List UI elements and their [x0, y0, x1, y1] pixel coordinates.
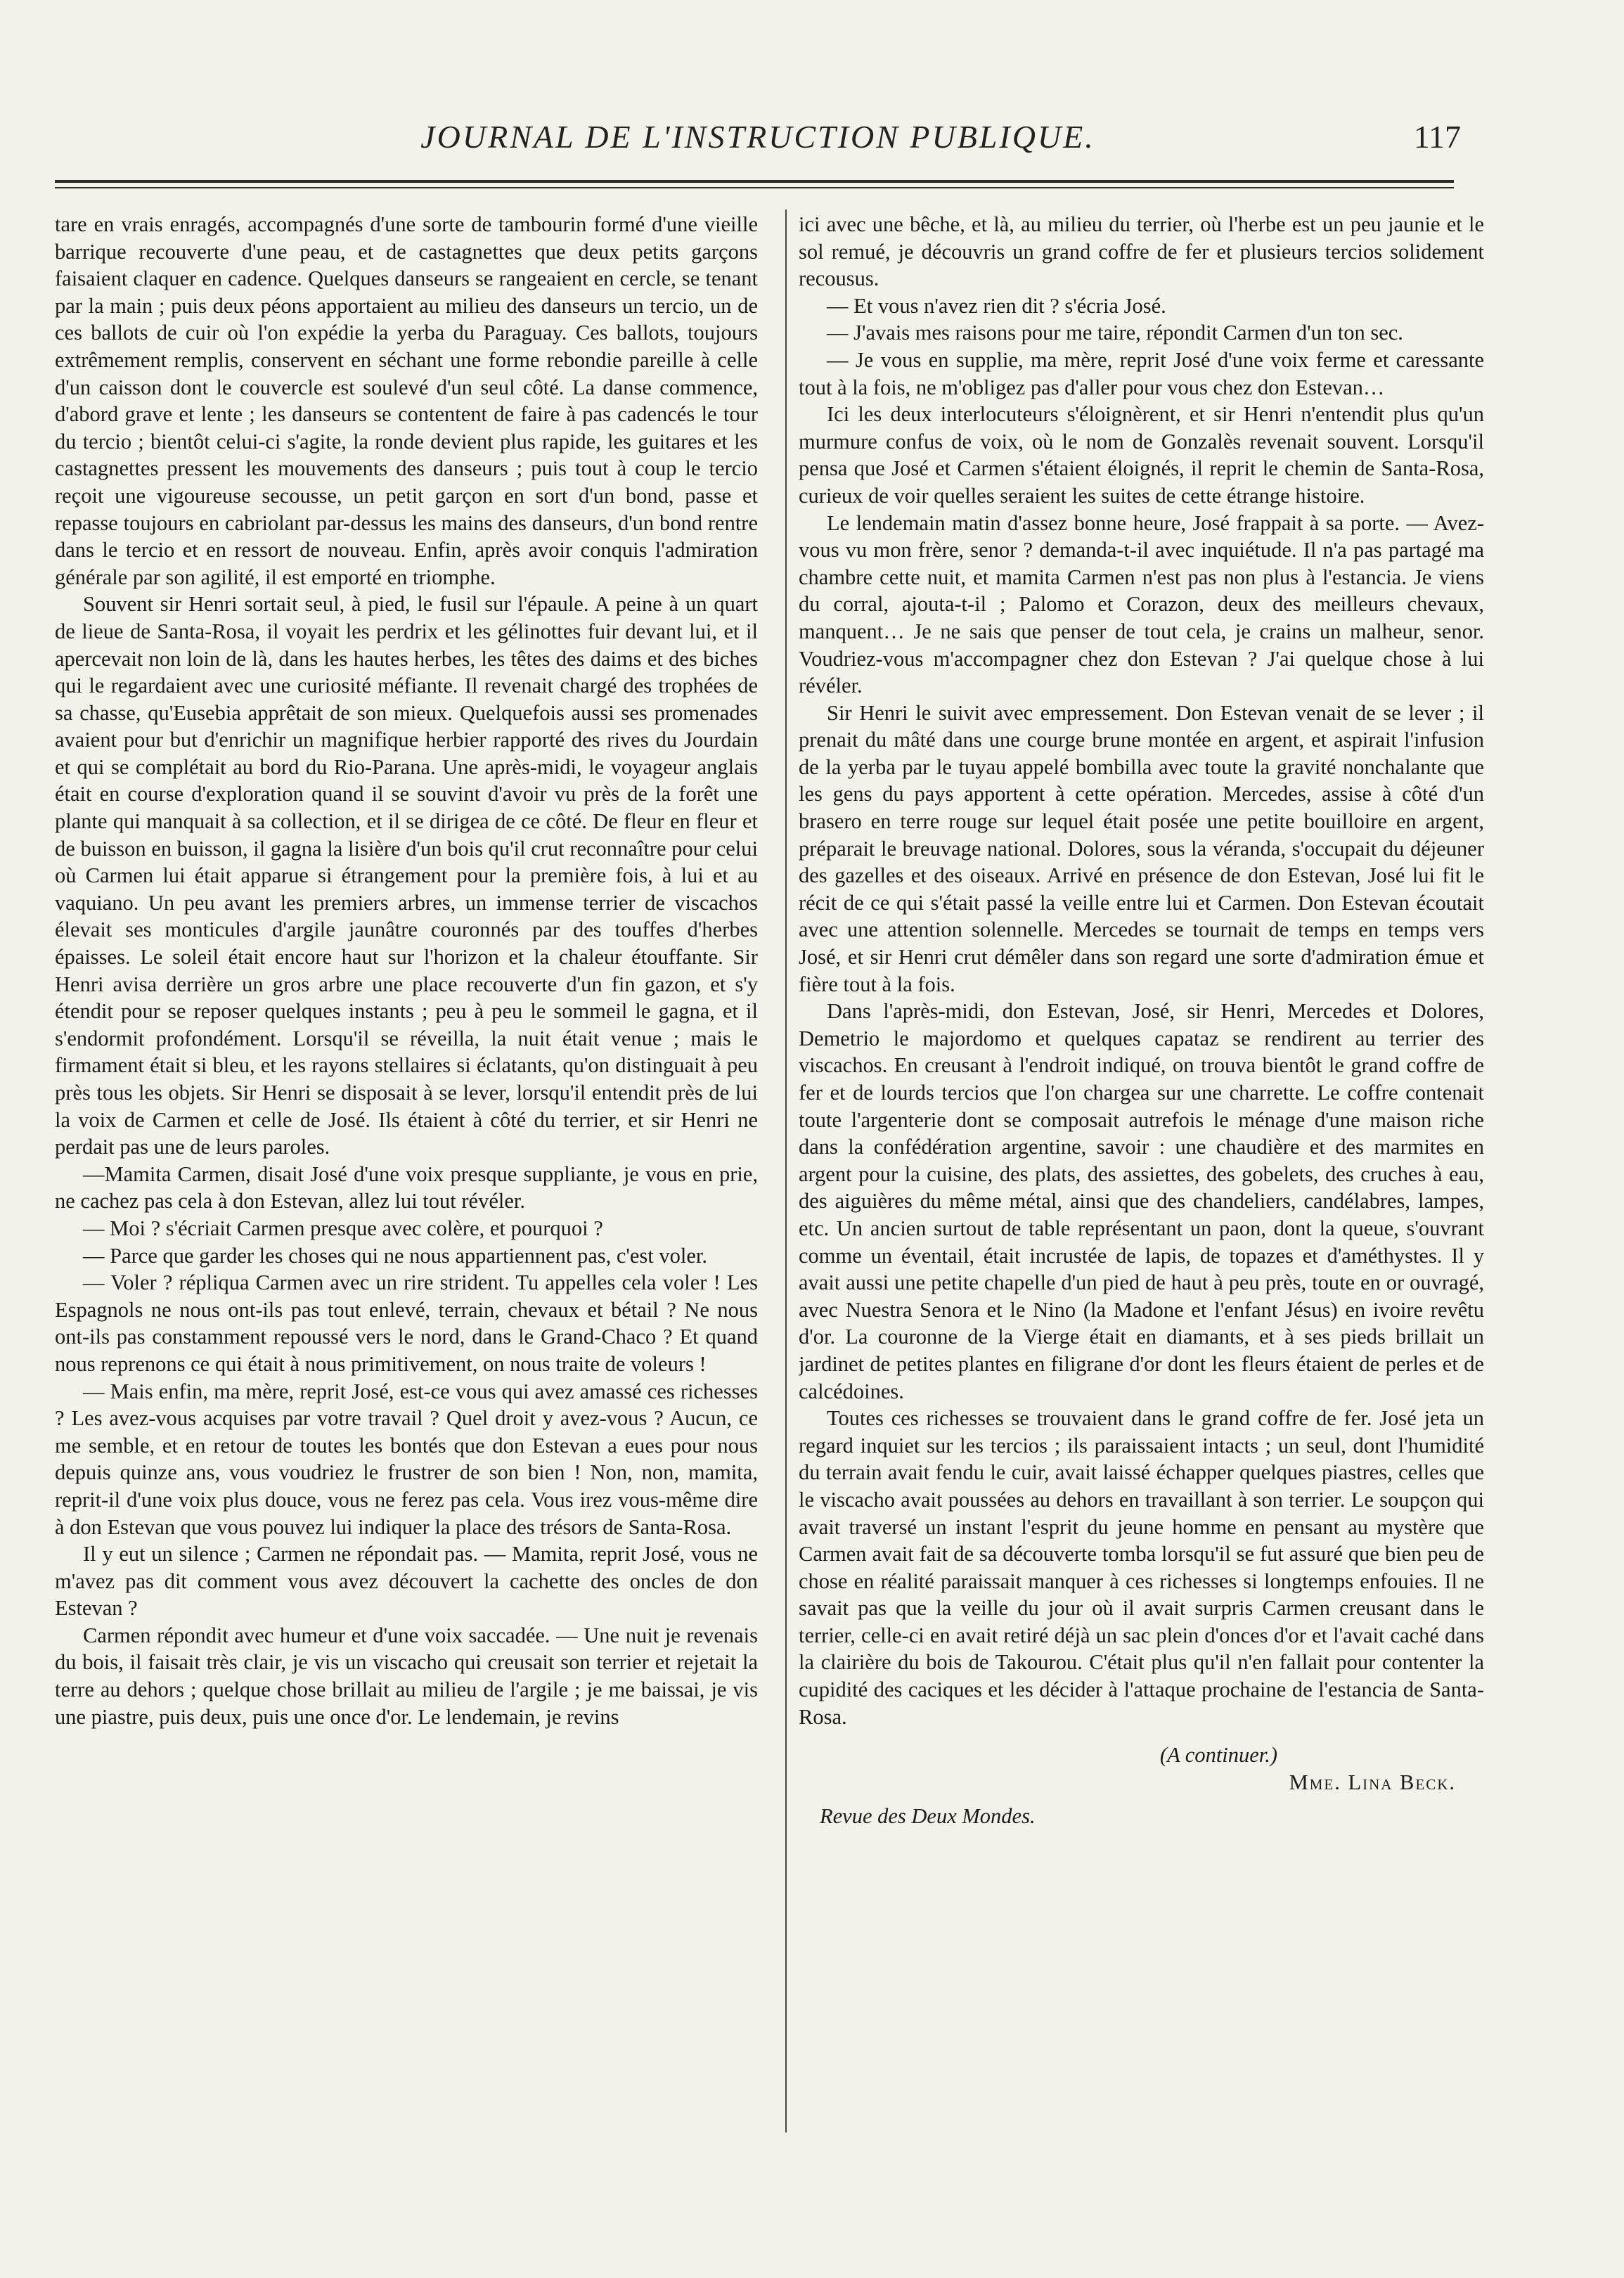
right-column	[799, 211, 1484, 2137]
page-number: 117	[1413, 119, 1461, 155]
paragraph: tare en vrais enragés, accompagnés d'une sorte de tambourin formé d'une vieille barrique recouverte d'une peau, et de castagnettes que deux petits garçons faisaient claquer en cadence. Quelques danseurs se rangeaient en cercle, se tenant par la main ; puis deux péons apportaient au milieu des danseurs un tercio, un de ces ballots de cuir où l'on expédie la yerba du Paraguay. Ces ballots, toujours extrêmement remplis, conservent en séchant une forme rebondie pareille à celle d'un caisson dont le couvercle est soulevé d'un seul côté. La danse commence, d'abord grave et lente ; les danseurs se contentent de faire à pas cadencés le tour du tercio ; bientôt celui-ci s'agite, la ronde devient plus rapide, les guitares et les castagnettes pressent les mouvements des danseurs ; puis tout à coup le tercio reçoit une vigoureuse secousse, un petit garçon en sort d'un bond, passe et repasse toujours en cabriolant par-dessus les mains des danseurs, d'un bond rentre dans le tercio et en ressort de nouveau. Enfin, après avoir conquis l'admiration générale par son agilité, il est emporté en triomphe.	[55, 212, 758, 589]
paragraph: — Je vous en supplie, ma mère, reprit José d'une voix ferme et caressante tout à la fois, ne m'obligez pas d'aller pour vous chez don Estevan…	[799, 347, 1484, 399]
paragraph: Souvent sir Henri sortait seul, à pied, le fusil sur l'épaule. A peine à un quart de lieue de Santa-Rosa, il voyait les perdrix et les gélinottes fuir devant lui, et il apercevait non loin de là, dans les hautes herbes, les têtes des daims et des biches qui le regardaient avec une curiosité méfiante. Il revenait chargé des trophées de sa chasse, qu'Eusebia apprêtait de son mieux. Quelquefois aussi ses promenades avaient pour but d'enrichir un magnifique herbier rapporté des rives du Jourdain et qui se complétait au bord du Rio-Parana. Une après-midi, le voyageur anglais était en course d'exploration quand il se souvint d'avoir vu près de la forêt une plante qui manquait à sa collection, et il se dirigea de ce côté. De fleur en fleur et de buisson en buisson, il gagna la lisière d'un bois qu'il crut reconnaître pour celui où Carmen lui était apparue si étrangement pour la première fois, à lui et au vaquiano. Un peu avant les premiers arbres, un immense terrier de viscachos élevait ses monticules d'argile jaunâtre couronnés par des touffes d'herbes épaisses. Le soleil était encore haut sur l'horizon et la chaleur étouffante. Sir Henri avisa derrière un gros arbre une place recouverte d'un fin gazon, et s'y étendit pour se reposer quelques instants ; peu à peu le sommeil le gagna, et il s'endormit profondément. Lorsqu'il se réveilla, la nuit était venue ; mais le firmament était si bleu, et les rayons stellaires si éclatants, qu'on distinguait à peu près tous les objets. Sir Henri se disposait à se lever, lorsqu'il entendit près de lui la voix de Carmen et celle de José. Ils étaient à côté du terrier, et sir Henri ne perdait pas une de leurs paroles.	[55, 592, 758, 1159]
paragraph: Carmen répondit avec humeur et d'une voix saccadée. — Une nuit je revenais du bois, il faisait très clair, je vis un viscacho qui creusait son terrier et rejetait la terre au dehors ; quelque chose brillait au milieu de l'argile ; je me baissai, je vis une piastre, puis deux, puis une once d'or. Le lendemain, je revins	[55, 1623, 758, 1729]
paragraph: — Parce que garder les choses qui ne nous appartiennent pas, c'est voler.	[83, 1243, 708, 1268]
paragraph: — Mais enfin, ma mère, reprit José, est-ce vous qui avez amassé ces richesses ? Les avez-vous acquises par votre travail ? Quel droit y avez-vous ? Aucun, ce me semble, et en retour de toutes les bontés que don Estevan a eues pour nous depuis quinze ans, vous voudriez le frustrer de son bien ! Non, non, mamita, reprit-il d'une voix plus douce, vous ne ferez pas cela. Vous irez vous-même dire à don Estevan que vous pouvez lui indiquer la place des trésors de Santa-Rosa.	[55, 1379, 758, 1539]
header-rule-thin	[55, 187, 1454, 188]
left-column	[55, 211, 758, 2137]
column-divider	[785, 210, 787, 2132]
paragraph: Ici les deux interlocuteurs s'éloignèrent, et sir Henri n'entendit plus qu'un murmure confus de voix, où le nom de Gonzalès revenait souvent. Lorsqu'il pensa que José et Carmen s'étaient éloignés, il reprit le chemin de Santa-Rosa, curieux de voir quelles seraient les suites de cette étrange histoire.	[799, 402, 1484, 508]
paragraph: Le lendemain matin d'assez bonne heure, José frappait à sa porte. — Avez-vous vu mon frère, senor ? demanda-t-il avec inquiétude. Il n'a pas partagé ma chambre cette nuit, et mamita Carmen n'est pas non plus à l'estancia. Je viens du corral, ajouta-t-il ; Palomo et Corazon, deux des meilleurs chevaux, manquent… Je ne sais que penser de tout cela, je crains un malheur, senor. Voudriez-vous m'accompagner chez don Estevan ? J'ai quelque chose à lui révéler.	[799, 510, 1484, 698]
paragraph: —Mamita Carmen, disait José d'une voix presque suppliante, je vous en prie, ne cachez pas cela à don Estevan, allez lui tout révéler.	[55, 1161, 758, 1214]
author-signature: Mme. Lina Beck.	[1289, 1770, 1456, 1794]
paragraph: — J'avais mes raisons pour me taire, répondit Carmen d'un ton sec.	[827, 321, 1403, 345]
paragraph: ici avec une bêche, et là, au milieu du terrier, où l'herbe est un peu jaunie et le sol remué, je découvris un grand coffre de fer et plusieurs tercios solidement recousus.	[799, 212, 1484, 291]
paragraph: Sir Henri le suivit avec empressement. Don Estevan venait de se lever ; il prenait du mâté dans une courge brune montée en argent, et aspirait l'infusion de la yerba par le tuyau appelé bombilla avec toute la gravité nonchalante que les gens du pays apportent à cette opération. Mercedes, assise à côté d'un brasero en terre rouge sur lequel était posée une petite bouilloire en argent, préparait le breuvage national. Dolores, sous la véranda, s'occupait du déjeuner des gazelles et des oiseaux. Arrivé en présence de don Estevan, José lui fit le récit de ce qui s'était passé la veille entre lui et Carmen. Don Estevan écoutait avec une attention solennelle. Mercedes se tournait de temps en temps vers José, et sir Henri crut démêler dans son regard une sorte d'admiration émue et fière tout à la fois.	[799, 700, 1484, 996]
header-rule-thick	[55, 180, 1454, 183]
source-citation: Revue des Deux Mondes.	[820, 1804, 1036, 1829]
paragraph: — Voler ? répliqua Carmen avec un rire strident. Tu appelles cela voler ! Les Espagnols ne nous ont-ils pas tout enlevé, terrain, chevaux et bétail ? Ne nous ont-ils pas constamment repoussé vers le nord, dans le Grand-Chaco ? Et quand nous reprenons ce qui était à nous primitivement, on nous traite de voleurs !	[55, 1270, 758, 1376]
paragraph: Toutes ces richesses se trouvaient dans le grand coffre de fer. José jeta un regard inquiet sur les tercios ; ils paraissaient intacts ; un seul, dont l'humidité du terrain avait fendu le cuir, avait laissé échapper quelques piastres, celles que le viscacho avait poussées au dehors en travaillant à son terrier. Le soupçon qui avait traversé un instant l'esprit du jeune homme en pensant au mystère que Carmen avait fait de sa découverte tomba lorsqu'il se fut assuré que bien peu de chose en réalité paraissait manquer à ces richesses si longtemps enfouies. Il ne savait pas que la veille du jour où il avait surpris Carmen creusant dans le terrier, celle-ci en avait retiré déjà un sac plein d'onces d'or et l'avait caché dans la clairière du bois de Takourou. C'était plus qu'il n'en fallait pour contenter la cupidité des caciques et les décider à l'attaque prochaine de l'estancia de Santa-Rosa.	[799, 1406, 1484, 1729]
paragraph: Il y eut un silence ; Carmen ne répondait pas. — Mamita, reprit José, vous ne m'avez pas dit comment vous avez découvert la cachette des oncles de don Estevan ?	[55, 1542, 758, 1621]
paragraph: — Et vous n'avez rien dit ? s'écria José.	[827, 293, 1166, 318]
to-be-continued: (A continuer.)	[1159, 1743, 1278, 1768]
page-header	[55, 118, 1461, 174]
paragraph: — Moi ? s'écriait Carmen presque avec colère, et pourquoi ?	[83, 1216, 603, 1240]
journal-title: JOURNAL DE L'INSTRUCTION PUBLIQUE.	[420, 119, 1095, 155]
paragraph: Dans l'après-midi, don Estevan, José, sir Henri, Mercedes et Dolores, Demetrio le majordomo et quelques capataz se rendirent au terrier des viscachos. En creusant à l'endroit indiqué, on trouva bientôt le grand coffre de fer et de lourds tercios que l'on chargea sur une charrette. Le coffre contenait toute l'argenterie dont se composait autrefois le ménage d'une maison riche dans la confédération argentine, savoir : une chaudière et des marmites en argent pour la cuisine, des plats, des assiettes, des gobelets, des cruches à eau, des aiguières du même métal, ainsi que des chandeliers, candélabres, lampes, etc. Un ancien surtout de table représentant un paon, dont la queue, s'ouvrant comme un éventail, était incrustée de lapis, de topazes et d'améthystes. Il y avait aussi une petite chapelle d'un pied de haut à peu près, toute en or ouvragé, avec Nuestra Senora et le Nino (la Madone et l'enfant Jésus) en ivoire revêtu d'or. La couronne de la Vierge était en diamants, et à ses pieds brillait un jardinet de petites plantes en filigrane d'or dont les fleurs étaient de perles et de calcédoines.	[799, 999, 1484, 1403]
